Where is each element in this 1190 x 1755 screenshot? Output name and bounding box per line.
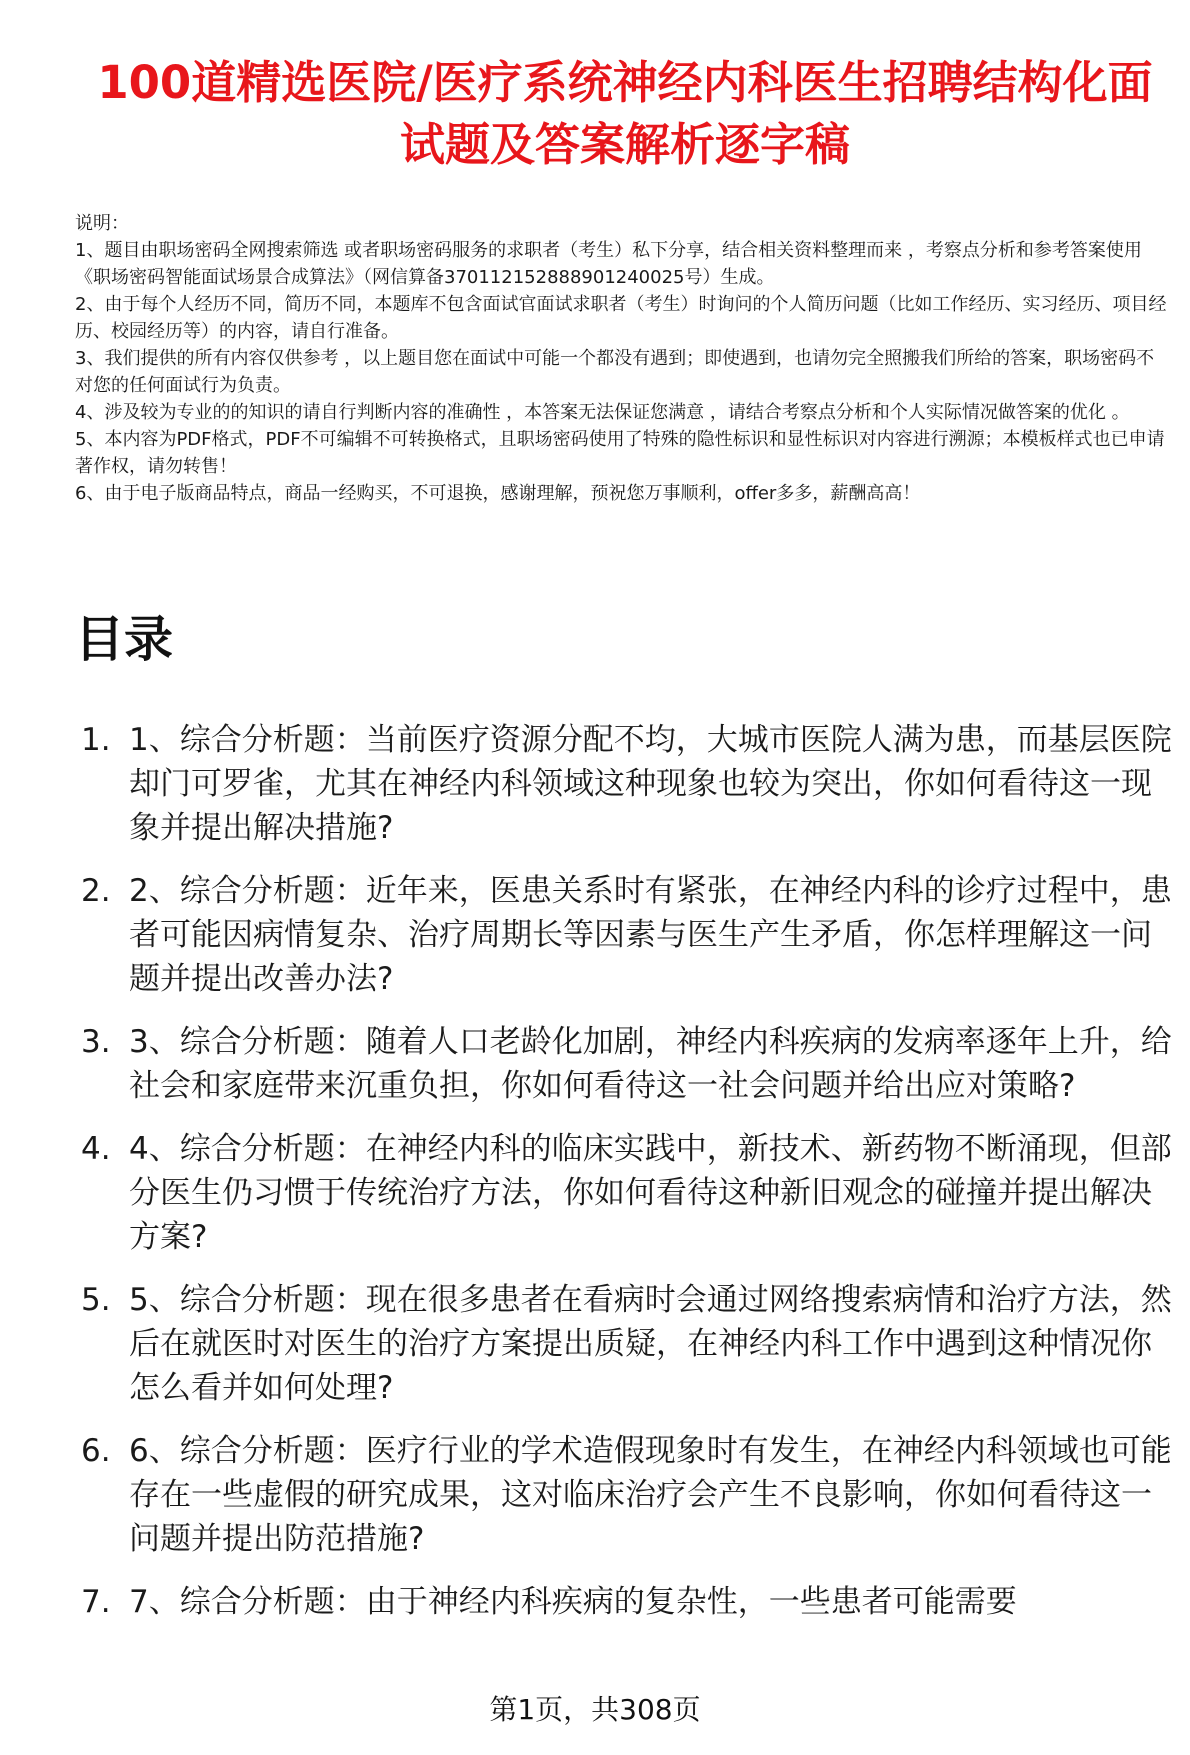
toc-item-number: 2. bbox=[81, 873, 111, 909]
toc-item-number: 6. bbox=[81, 1433, 111, 1469]
note-item-5: 5、本内容为PDF格式，PDF不可编辑不可转换格式，且职场密码使用了特殊的隐性标识和显性标识对内容进行溯源；本模板样式也已申请著作权，请勿转售！ bbox=[75, 429, 1165, 477]
toc-item-number: 3. bbox=[81, 1024, 111, 1060]
toc-item-number: 1. bbox=[81, 722, 111, 758]
toc-item-number: 7. bbox=[81, 1584, 111, 1620]
toc-item-text: 1、综合分析题：当前医疗资源分配不均，大城市医院人满为患，而基层医院却门可罗雀，尤其在神经内科领域这种现象也较为突出，你如何看待这一现象并提出解决措施? bbox=[129, 722, 1172, 846]
note-item-6: 6、由于电子版商品特点，商品一经购买，不可退换，感谢理解，预祝您万事顺利，offer多多，薪酬高高！ bbox=[75, 483, 921, 504]
toc-item-2[interactable] bbox=[75, 869, 1173, 1001]
notes-heading: 说明： bbox=[75, 213, 129, 234]
toc-item-5[interactable] bbox=[75, 1278, 1173, 1410]
toc-heading: 目录 bbox=[75, 611, 174, 668]
toc-item-7[interactable] bbox=[75, 1580, 1173, 1624]
toc-item-number: 5. bbox=[81, 1282, 111, 1318]
document-title: 100道精选医院/医疗系统神经内科医生招聘结构化面试题及答案解析逐字稿 bbox=[97, 56, 1153, 171]
page-number-footer: 第1页，共308页 bbox=[0, 1690, 1190, 1730]
toc-item-text: 3、综合分析题：随着人口老龄化加剧，神经内科疾病的发病率逐年上升，给社会和家庭带来沉重负担，你如何看待这一社会问题并给出应对策略? bbox=[129, 1024, 1172, 1104]
toc-item-number: 4. bbox=[81, 1131, 111, 1167]
toc-item-text: 6、综合分析题：医疗行业的学术造假现象时有发生，在神经内科领域也可能存在一些虚假的研究成果，这对临床治疗会产生不良影响，你如何看待这一问题并提出防范措施? bbox=[129, 1433, 1172, 1557]
notes-section bbox=[75, 210, 1170, 507]
note-item-3: 3、我们提供的所有内容仅供参考 ，以上题目您在面试中可能一个都没有遇到；即使遇到，也请勿完全照搬我们所给的答案，职场密码不对您的任何面试行为负责。 bbox=[75, 348, 1155, 396]
toc-list bbox=[75, 718, 1173, 1643]
note-item-1: 1、题目由职场密码全网搜索筛选 或者职场密码服务的求职者（考生）私下分享，结合相关资料整理而来 ，考察点分析和参考答案使用《职场密码智能面试场景合成算法》（网信算备370112152888901240025号）生成。 bbox=[75, 240, 1142, 288]
toc-item-text: 7、综合分析题：由于神经内科疾病的复杂性，一些患者可能需要 bbox=[129, 1584, 1017, 1620]
toc-item-text: 5、综合分析题：现在很多患者在看病时会通过网络搜索病情和治疗方法，然后在就医时对医生的治疗方案提出质疑，在神经内科工作中遇到这种情况你怎么看并如何处理? bbox=[129, 1282, 1172, 1406]
toc-item-1[interactable] bbox=[75, 718, 1173, 850]
note-item-2: 2、由于每个人经历不同，简历不同，本题库不包含面试官面试求职者（考生）时询问的个人简历问题（比如工作经历、实习经历、项目经历、校园经历等）的内容，请自行准备。 bbox=[75, 294, 1167, 342]
page-bottom-fade bbox=[0, 1660, 1190, 1690]
toc-item-text: 2、综合分析题：近年来，医患关系时有紧张，在神经内科的诊疗过程中，患者可能因病情复杂、治疗周期长等因素与医生产生矛盾，你怎样理解这一问题并提出改善办法? bbox=[129, 873, 1172, 997]
toc-item-6[interactable] bbox=[75, 1429, 1173, 1561]
toc-item-3[interactable] bbox=[75, 1020, 1173, 1108]
toc-item-4[interactable] bbox=[75, 1127, 1173, 1259]
toc-item-text: 4、综合分析题：在神经内科的临床实践中，新技术、新药物不断涌现，但部分医生仍习惯于传统治疗方法，你如何看待这种新旧观念的碰撞并提出解决方案? bbox=[129, 1131, 1172, 1255]
note-item-4: 4、涉及较为专业的的知识的请自行判断内容的准确性 ，本答案无法保证您满意 ，请结合考察点分析和个人实际情况做答案的优化 。 bbox=[75, 402, 1130, 423]
